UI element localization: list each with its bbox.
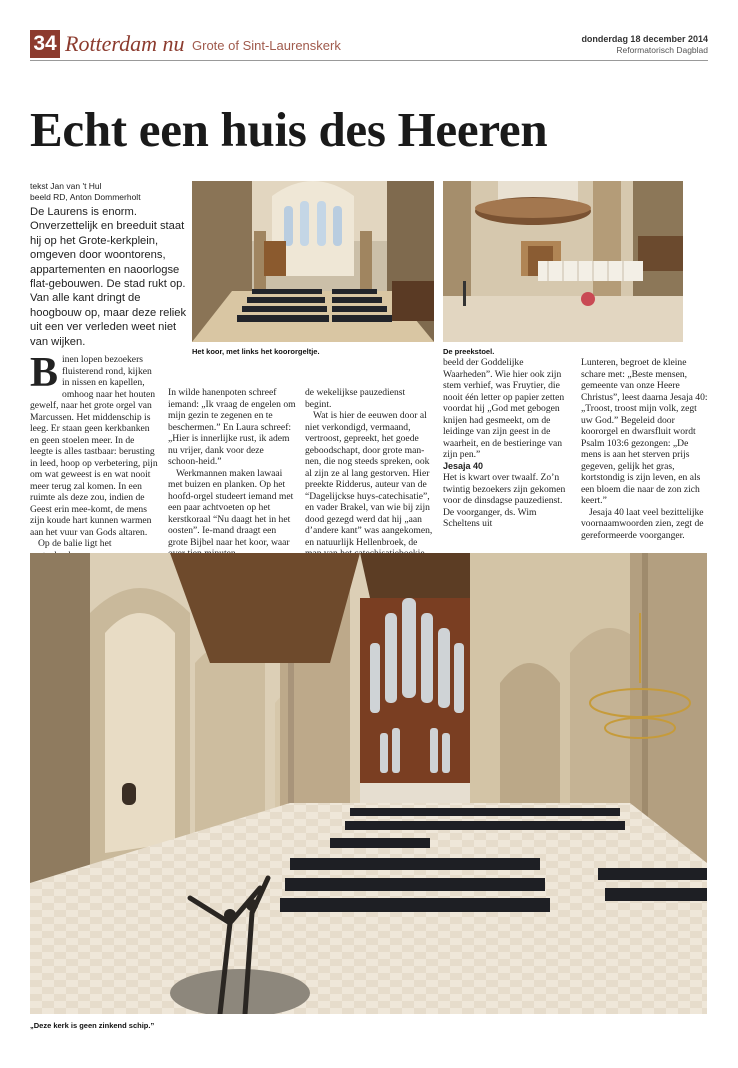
body-column-2 xyxy=(168,387,296,560)
credits xyxy=(30,181,141,203)
pulpit-photo xyxy=(443,181,683,342)
column-1-paragraph-2: Op de balie ligt het xyxy=(38,538,112,549)
paper-name: Reformatorisch Dagblad xyxy=(616,45,708,55)
headline: Echt een huis des Heeren xyxy=(30,102,548,157)
choir-image xyxy=(192,181,434,342)
pulpit-image xyxy=(443,181,683,342)
body-column-5 xyxy=(581,357,709,541)
main-photo xyxy=(30,553,707,1014)
column-3-paragraph-1: de wekelijkse pauzedienst begint. xyxy=(305,387,406,410)
date-block xyxy=(581,34,708,56)
header-rule xyxy=(30,60,708,61)
subheading-jesaja: Jesaja 40 xyxy=(443,460,484,471)
date-line: donderdag 18 december 2014 xyxy=(581,34,708,44)
church-interior-image xyxy=(30,553,707,1014)
column-5-paragraph-1: Lunteren, begroet de kleine schare met: „Beste mensen, gemeente van onze Heere Christus”, leest daarna Jesaja 40: „Troost, troost mijn volk, zegt uw God.” Begeleid door koororgel en dwarsfluit wordt Psalm 103:6 gezongen: „De mens is aan het sterven prijs gegeven, gelijk het gras, kortstondig is zijn leven, en als een bloem die naar de zon zich keert.” xyxy=(581,357,708,506)
page-number: 34 xyxy=(30,30,60,58)
credit-photo: beeld RD, Anton Dommerholt xyxy=(30,192,141,202)
section-title: Rotterdam nu xyxy=(65,31,185,56)
column-5-paragraph-2: Jesaja 40 laat veel bezittelijke voornaamwoorden zien, zegt de gereformeerde voorganger. xyxy=(581,506,704,541)
column-3-paragraph-2: Wat is hier de eeuwen door al niet verkondigd, vermaand, vertroost, gepreekt, het goede geboodschapt, door grote man-nen, die nog steeds spreken, ook al zijn ze al lang gestorven. Hier preekte Ridderus, auteur van de “Dagelijckse huys-catechisatie”, en vader Brakel, van wie bij zijn dood gezegd werd dat hij „aan d’andere kant” was aangekomen, en natuurlijk Hellenbroek, de xyxy=(305,410,433,548)
column-2-paragraph-2: Werkmannen maken lawaai met buizen en planken. Op het hoofd-orgel studeert iemand met een paar achtvoeten op het kerstkoraal “Nu daagt het in het oosten”. Ie-mand draagt een grote Bijbel naar het koor, waar xyxy=(168,467,294,548)
body-column-4 xyxy=(443,357,571,530)
credit-text: tekst Jan van 't Hul xyxy=(30,181,102,191)
subsection-title: Grote of Sint-Laurenskerk xyxy=(192,38,341,53)
column-2-paragraph-1: In wilde hanenpoten schreef iemand: „Ik vraag de engelen om mijn gezin te zegenen en te beschermen.” En Laura schreef: „Hier is innerlijke rust, ik adem nu vrijer, dank voor deze schoon-heid.” xyxy=(168,387,296,467)
choir-photo xyxy=(192,181,434,342)
body-column-3 xyxy=(305,387,433,571)
column-1-paragraph-1: inen lopen bezoekers fluisterend rond, kijken in nissen en kapellen, omhoog naar het houten gewelf, naar het grote orgel van Marcussen. Het middenschip is leeg. Er staan geen kerkbanken en geen stoelen meer. In de leegte is alles tastbaar: berusting in leed, hoop op verbetering, pijn om wat geweest is en wat nooit meer terug zal komen. In een ruimte als deze zou, indien de Geest erin mee-komt, de mens zijn koude hart kunnen warmen aan het vuur van Gods altaren. xyxy=(30,354,158,538)
main-photo-caption: „Deze kerk is geen zinkend schip.” xyxy=(30,1021,155,1030)
column-4-paragraph-2: Het is kwart over twaalf. Zo’n twintig bezoekers zijn gekomen voor de dinsdagse pauzedienst. De voorganger, ds. Wim Scheltens uit xyxy=(443,472,566,529)
pulpit-caption: De preekstoel. xyxy=(443,347,495,356)
drop-cap: B xyxy=(30,350,59,396)
choir-caption: Het koor, met links het koororgeltje. xyxy=(192,347,320,356)
column-4-paragraph-1: beeld der Goddelijke Waarheden”. Wie hier ook zijn stem verhief, was Fruytier, die nooit één letter op papier zetten voordat hij „God met gebogen knijen had gesmeekt, om de leidinge van zijn geest in de waarheit, en de bestieringe van zijn pen.” xyxy=(443,357,565,460)
body-column-1 xyxy=(30,350,158,561)
intro-text: De Laurens is enorm. Onverzettelijk en breeduit staat hij op het Grote-kerkplein, omgeven door woontorens, appartementen en naoorlogse flat-gebouwen. De stad rukt op. Van alle kant dringt de hoogbouw op, maar deze reliek uit een ver verleden weet niet van wijken. xyxy=(30,206,187,348)
